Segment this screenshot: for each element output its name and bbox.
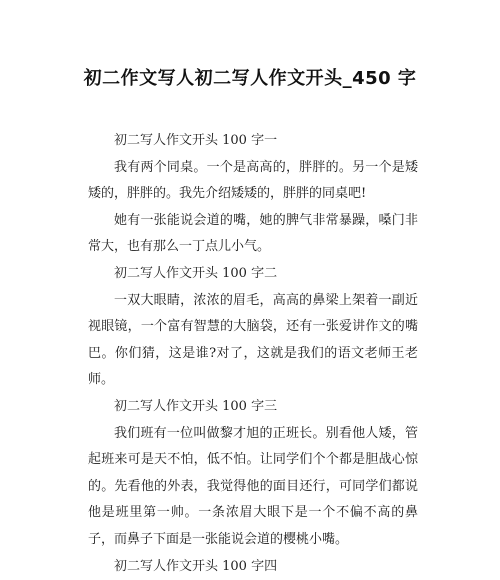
- section-heading: 初二写人作文开头 100 字四: [88, 554, 418, 580]
- paragraph: 我有两个同桌。一个是高高的，胖胖的。另一个是矮矮的，胖胖的。我先介绍矮矮的，胖胖的同桌吧!: [88, 155, 418, 208]
- paragraph: 我们班有一位叫做黎才旭的正班长。别看他人矮，管起班来可是天不怕，低不怕。让同学们个个都是胆战心惊的。先看他的外表，我觉得他的面目还行，可同学们都说他是班里第一帅。一条浓眉大眼下是一个不偏不高的鼻子，而鼻子下面是一张能说会道的樱桃小嘴。: [88, 421, 418, 554]
- document-title: 初二作文写人初二写人作文开头_450 字: [0, 64, 500, 90]
- section-heading: 初二写人作文开头 100 字一: [88, 128, 418, 155]
- document-body: [88, 128, 418, 580]
- paragraph: 一双大眼睛，浓浓的眉毛，高高的鼻梁上架着一副近视眼镜，一个富有智慧的大脑袋，还有一张爱讲作文的嘴巴。你们猜，这是谁?对了，这就是我们的语文老师王老师。: [88, 288, 418, 394]
- section-heading: 初二写人作文开头 100 字二: [88, 261, 418, 288]
- paragraph: 她有一张能说会道的嘴，她的脾气非常暴躁，嗓门非常大，也有那么一丁点儿小气。: [88, 208, 418, 261]
- section-heading: 初二写人作文开头 100 字三: [88, 394, 418, 421]
